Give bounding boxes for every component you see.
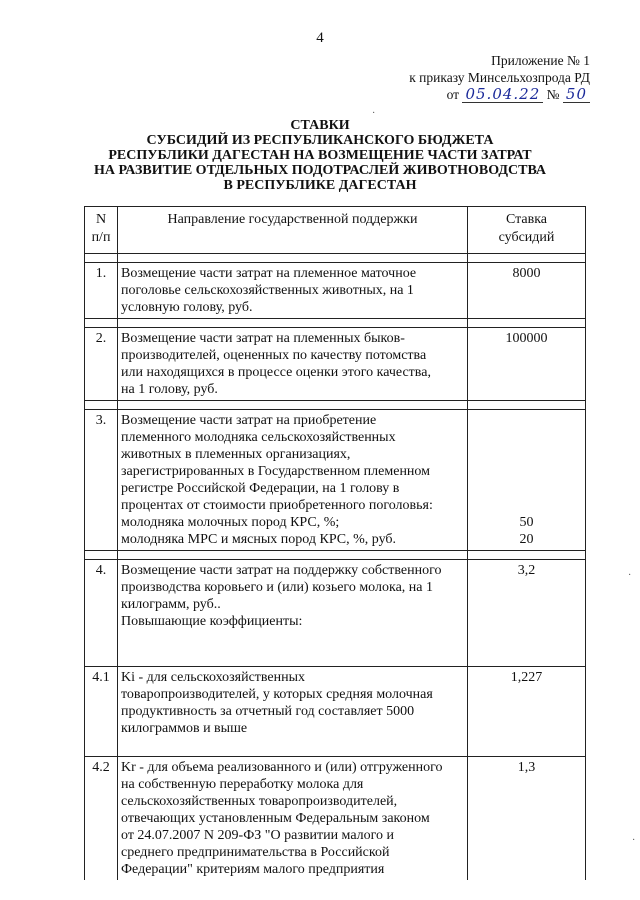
row-number: 1. — [85, 263, 118, 319]
row-rate: 50 20 — [468, 410, 586, 551]
appendix-line-1: Приложение № 1 — [491, 53, 590, 68]
row-rate: 1,227 — [468, 667, 586, 757]
document-title — [0, 118, 640, 193]
scan-speck: · — [372, 108, 376, 119]
subsidy-rates-table — [84, 206, 586, 880]
appendix-block — [409, 52, 590, 103]
table-row — [85, 667, 586, 757]
title-line: СУБСИДИЙ ИЗ РЕСПУБЛИКАНСКОГО БЮДЖЕТА — [146, 133, 494, 148]
title-line: В РЕСПУБЛИКЕ ДАГЕСТАН — [223, 178, 417, 193]
row-number: 4.1 — [85, 667, 118, 757]
table-row — [85, 560, 586, 667]
row-rate: 100000 — [468, 328, 586, 401]
row-number: 4. — [85, 560, 118, 667]
table-row — [85, 757, 586, 881]
row-number: 2. — [85, 328, 118, 401]
handwritten-number: 50 — [563, 86, 590, 103]
handwritten-date: 05.04.22 — [462, 86, 543, 103]
row-text: Возмещение части затрат на поддержку собственного производства коровьего и (или) козьего молока, на 1 килограмм, руб.. Повышающие коэффициенты: — [118, 560, 468, 667]
title-line: НА РАЗВИТИЕ ОТДЕЛЬНЫХ ПОДОТРАСЛЕЙ ЖИВОТНОВОДСТВА — [93, 163, 547, 178]
row-rate: 1,3 — [468, 757, 586, 881]
table-row — [85, 263, 586, 319]
row-rate: 8000 — [468, 263, 586, 319]
row-text: Ki - для сельскохозяйственных товаропроизводителей, у которых средняя молочная продуктивность за отчетный год составляет 5000 килограммов и выше — [118, 667, 468, 757]
scan-speck: · — [632, 835, 636, 846]
appendix-number-label: № — [546, 87, 560, 102]
row-number: 3. — [85, 410, 118, 551]
row-text: Возмещение части затрат на племенных быков- производителей, оцененных по качеству потомства или находящихся в процессе оценки этого качества, на 1 голову, руб. — [118, 328, 468, 401]
row-text: Возмещение части затрат на племенное маточное поголовье сельскохозяйственных животных, на 1 условную голову, руб. — [118, 263, 468, 319]
title-line: СТАВКИ — [290, 118, 350, 133]
page-number: 4 — [316, 30, 324, 46]
header-number: N п/п — [85, 207, 118, 254]
table-header-row — [85, 207, 586, 254]
appendix-from-label: от — [446, 87, 460, 102]
row-number: 4.2 — [85, 757, 118, 881]
header-direction: Направление государственной поддержки — [118, 207, 468, 254]
title-line: РЕСПУБЛИКИ ДАГЕСТАН НА ВОЗМЕЩЕНИЕ ЧАСТИ ЗАТРАТ — [108, 148, 532, 163]
row-text: Возмещение части затрат на приобретение племенного молодняка сельскохозяйственных животных в племенных организациях, зарегистрированных в Государственном племенном регистре Российской Федерации, на 1 голову в процентах от стоимости приобретенного поголовья: молодняка молочных пород КРС, %; молодняка МРС и мясных пород КРС, %, руб. — [118, 410, 468, 551]
appendix-date-line — [409, 86, 590, 103]
row-rate: 3,2 — [468, 560, 586, 667]
table-row — [85, 328, 586, 401]
scan-speck: · — [628, 570, 632, 581]
table-row — [85, 410, 586, 551]
row-text: Kr - для объема реализованного и (или) отгруженного на собственную переработку молока для сельскохозяйственных товаропроизводителей, отвечающих установленным Федеральным законом от 24.07.2007 N 209-ФЗ "О развитии малого и среднего предпринимательства в Российской Федерации" критериям малого предприятия — [118, 757, 468, 881]
appendix-line-2: к приказу Минсельхозпрода РД — [409, 70, 590, 85]
header-rate: Ставка субсидий — [468, 207, 586, 254]
